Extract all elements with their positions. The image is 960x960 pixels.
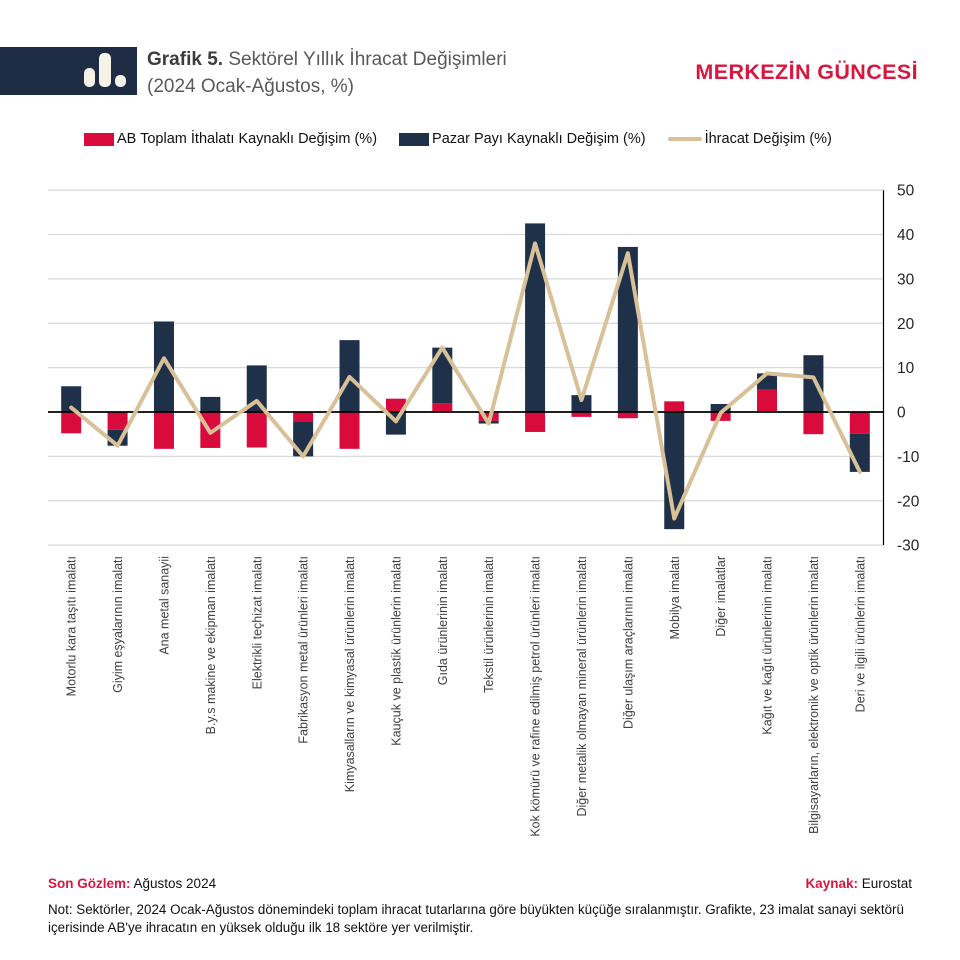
bar-ab-toplam: [525, 412, 545, 432]
category-label: Diğer ulaşım araçlarının imalatı: [621, 556, 636, 729]
title-subtitle: (2024 Ocak-Ağustos, %): [147, 76, 354, 97]
legend-item-ihracat: [668, 131, 832, 147]
bar-pazar-payi: [525, 223, 545, 412]
bar-ab-toplam: [757, 390, 777, 412]
last-observation: [48, 876, 216, 891]
category-label: Kimyasalların ve kimyasal ürünlerin imalatı: [343, 556, 358, 793]
bar-pazar-payi: [803, 355, 823, 412]
last-observation-label: Son Gözlem:: [48, 876, 131, 891]
export-change-line: [71, 243, 860, 518]
category-label: Deri ve ilgili ürünlerin imalatı: [853, 556, 868, 713]
y-tick-label: 40: [897, 227, 915, 244]
category-label: Ana metal sanayii: [157, 556, 172, 655]
source: [805, 876, 912, 891]
category-label: Bilgisayarların, elektronik ve optik ürünlerin imalatı: [806, 556, 821, 834]
line-swatch-icon: [668, 137, 702, 141]
bar-ab-toplam: [850, 412, 870, 434]
bar-ab-toplam: [803, 412, 823, 434]
brand-logo: [0, 47, 137, 95]
source-value: Eurostat: [857, 876, 912, 891]
y-tick-label: 10: [897, 360, 915, 378]
category-label: Giyim eşyalarının imalatı: [111, 556, 126, 693]
navy-bar-swatch-icon: [399, 133, 429, 146]
footnote: Not: Sektörler, 2024 Ocak-Ağustos dönemindeki toplam ihracat tutarlarına göre büyükten küçüğe sıralanmıştır. Grafikte, 23 imalat sanayi sektörü içerisinde AB'ye ihracatın en yüksek olduğu ilk 18 sektöre yer verilmiştir.: [48, 902, 904, 935]
bar-pazar-payi: [200, 397, 220, 412]
chart-legend: [84, 131, 832, 147]
y-tick-label: 50: [897, 182, 915, 200]
y-tick-label: -10: [897, 448, 920, 466]
y-tick-label: 20: [897, 315, 915, 333]
legend-label: İhracat Değişim (%): [704, 131, 832, 147]
legend-label: AB Toplam İthalatı Kaynaklı Değişim (%): [117, 131, 378, 147]
publication-name: MERKEZİN GÜNCESİ: [695, 60, 918, 84]
category-label: Motorlu kara taşıtı imalatı: [64, 556, 79, 697]
chart-title-block: [147, 46, 507, 100]
title-text: Sektörel Yıllık İhracat Değişimleri: [223, 49, 507, 70]
category-label: Fabrikasyon metal ürünleri imalatı: [296, 556, 311, 744]
category-label: Gıda ürünlerinin imalatı: [435, 556, 450, 686]
category-label: Diğer imalatlar: [714, 556, 729, 637]
category-label: Diğer metalik olmayan mineral ürünlerin imalatı: [574, 556, 589, 817]
bar-ab-toplam: [293, 412, 313, 421]
legend-item-ab-toplam: [84, 131, 377, 147]
category-label: Kok kömürü ve rafine edilmiş petrol ürünleri imalatı: [528, 556, 543, 837]
category-label: Kauçuk ve plastik ürünlerin imalatı: [389, 556, 404, 746]
bar-ab-toplam: [154, 412, 174, 449]
sectoral-export-change-chart: [0, 180, 960, 880]
bar-ab-toplam: [247, 412, 267, 448]
bar-ab-toplam: [664, 401, 684, 412]
legend-item-pazar-payi: [399, 131, 646, 147]
category-label: Mobilya imalatı: [667, 556, 682, 640]
category-label: Tekstil ürünlerinin imalatı: [482, 556, 497, 693]
bar-ab-toplam: [618, 412, 638, 418]
bar-ab-toplam: [432, 403, 452, 412]
y-tick-label: 0: [897, 404, 906, 422]
category-label: Elektrikli teçhizat imalatı: [250, 556, 265, 690]
title-number: Grafik 5.: [147, 49, 224, 70]
bar-ab-toplam: [340, 412, 360, 449]
category-label: B.y.s makine ve ekipman imalatı: [203, 556, 218, 735]
page-title: [147, 46, 507, 73]
y-tick-label: -20: [897, 493, 920, 511]
chart-footer: [48, 876, 912, 891]
y-tick-label: 30: [897, 271, 915, 289]
legend-label: Pazar Payı Kaynaklı Değişim (%): [432, 131, 646, 147]
bar-ab-toplam: [108, 412, 128, 430]
source-label: Kaynak:: [805, 876, 858, 891]
category-label: Kağıt ve kağıt ürünlerinin imalatı: [760, 556, 775, 735]
red-bar-swatch-icon: [84, 133, 114, 146]
y-tick-label: -30: [897, 537, 920, 555]
bar-pazar-payi: [850, 434, 870, 472]
last-observation-value: Ağustos 2024: [130, 876, 217, 891]
